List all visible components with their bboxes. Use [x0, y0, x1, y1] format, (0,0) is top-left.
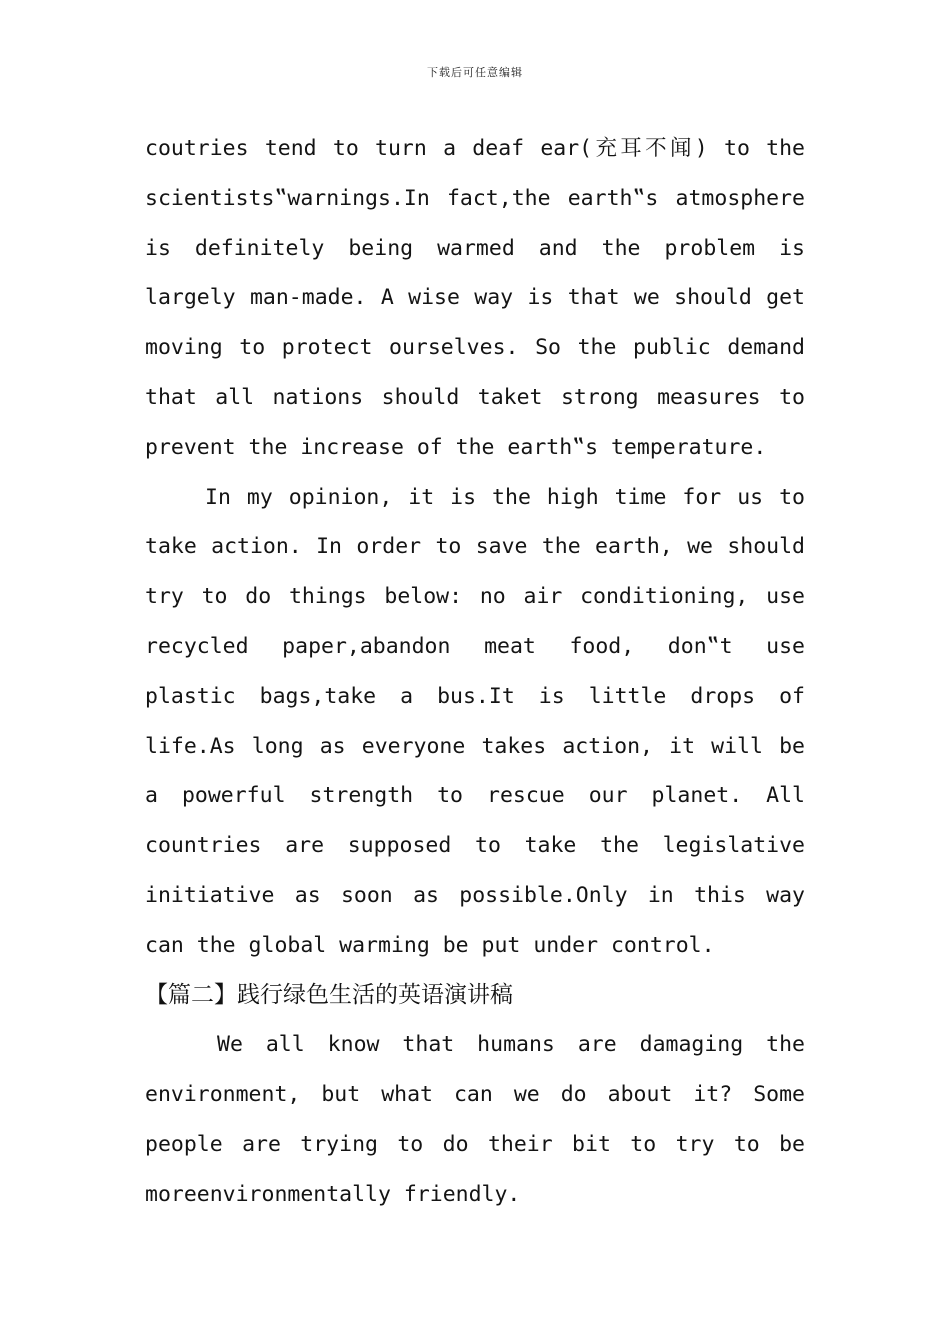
body-paragraph: In my opinion, it is the high time for us to take action. In order to save the earth, we should try to do things below: no air conditioning, use recycled paper,abandon meat food, don‟t use plastic bags,take a bus.It is little drops of life.As long as everyone takes action, it will be a powerful strength to rescue our planet. All countries are supposed to take the legislative initiative as soon as possible.Only in this way can the global warming be put under control. — [145, 484, 805, 958]
page-header-note: 下载后可任意编辑 — [427, 66, 523, 79]
body-paragraph: coutries tend to turn a deaf ear(充耳不闻) to the scientists‟warnings.In fact,the earth‟s atmosphere is definitely being warmed and the problem is largely man-made. A wise way is that we should get moving to protect ourselves. So the public demand that all nations should taket strong measures to prevent the increase of the earth‟s temperature. — [145, 136, 805, 460]
document-body — [145, 124, 805, 1220]
body-paragraph: We all know that humans are damaging the environment, but what can we do about it? Some people are trying to do their bit to try to be moreenvironmentally friendly. — [145, 1032, 805, 1207]
section-heading: 【篇二】践行绿色生活的英语演讲稿 — [145, 981, 513, 1008]
